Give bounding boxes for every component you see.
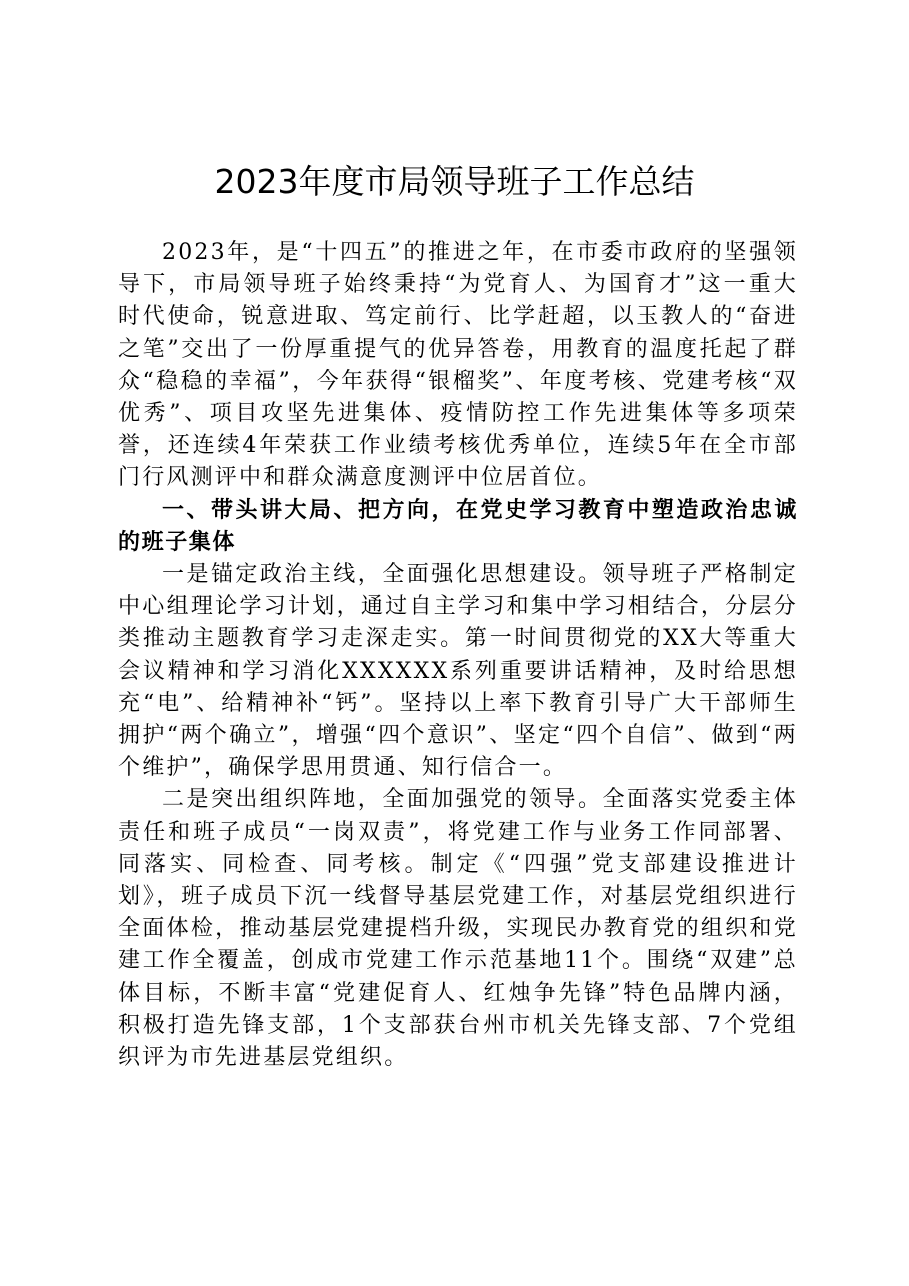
document-title: 2023年度市局领导班子工作总结 [214,162,695,201]
paragraph-political-line: 一是锚定政治主线，全面强化思想建设。领导班子严格制定中心组理论学习计划，通过自主学习和集中学习相结合，分层分类推动主题教育学习走深走实。第一时间贯彻党的XX大等重大会议精神和学习消化XXXXXX系列重要讲话精神，及时给思想充“电”、给精神补“钙”。坚持以上率下教育引导广大干部师生拥护“两个确立”，增强“四个意识”、坚定“四个自信”、做到“两个维护”，确保学思用贯通、知行信合一。 [118,562,798,781]
document-body [118,237,798,1074]
section-heading-1: 一、带头讲大局、把方向，在党史学习教育中塑造政治忠诚的班子集体 [118,497,798,555]
paragraph-organization: 二是突出组织阵地，全面加强党的领导。全面落实党委主体责任和班子成员“一岗双责”，将党建工作与业务工作同部署、同落实、同检查、同考核。制定《“四强”党支部建设推进计划》，班子成员下沉一线督导基层党建工作，对基层党组织进行全面体检，推动基层党建提档升级，实现民办教育党的组织和党建工作全覆盖，创成市党建工作示范基地11个。围绕“双建”总体目标，不断丰富“党建促育人、红烛争先锋”特色品牌内涵，积极打造先锋支部，1个支部获台州市机关先锋支部、7个党组织评为市先进基层党组织。 [118,787,798,1071]
intro-paragraph: 2023年，是“十四五”的推进之年，在市委市政府的坚强领导下，市局领导班子始终秉持“为党育人、为国育才”这一重大时代使命，锐意进取、笃定前行、比学赶超，以玉教人的“奋进之笔”交出了一份厚重提气的优异答卷，用教育的温度托起了群众“稳稳的幸福”，今年获得“银榴奖”、年度考核、党建考核“双优秀”、项目攻坚先进集体、疫情防控工作先进集体等多项荣誉，还连续4年荣获工作业绩考核优秀单位，连续5年在全市部门行风测评中和群众满意度测评中位居首位。 [118,240,798,491]
